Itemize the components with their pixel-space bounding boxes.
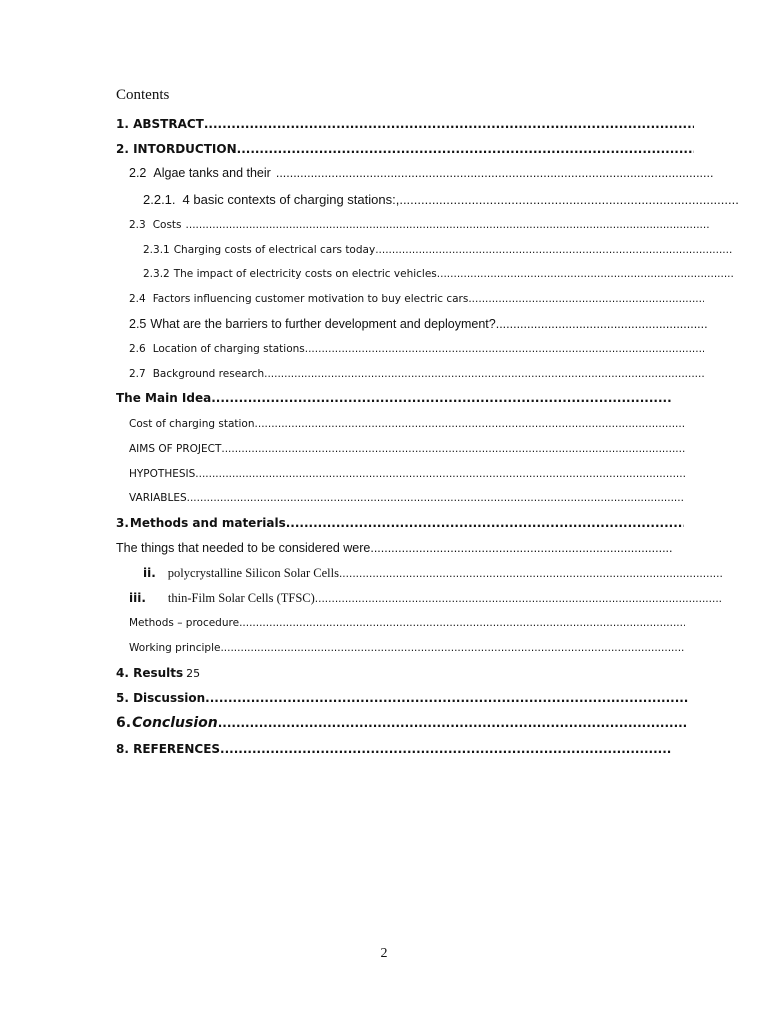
- toc-entry-number: iii.: [129, 591, 146, 605]
- toc-entry-label: Location of charging stations: [152, 343, 305, 355]
- toc-entry-main-idea[interactable]: [116, 391, 671, 405]
- toc-entry-variables[interactable]: [129, 492, 685, 504]
- toc-entry-label: polycrystalline Silicon Solar Cells: [167, 566, 339, 580]
- toc-leader-dots: [375, 244, 733, 256]
- toc-entry-2-3-2[interactable]: [143, 268, 733, 280]
- toc-entry-discussion[interactable]: [116, 691, 688, 705]
- toc-entry-label: VARIABLES: [129, 492, 187, 504]
- toc-entry-references[interactable]: [116, 742, 672, 756]
- toc-leader-dots: [370, 541, 672, 555]
- toc-entry-label: What are the barriers to further development and deployment?: [150, 317, 496, 331]
- toc-leader-dots: [218, 716, 688, 730]
- toc-entry-label: 2. INTORDUCTION: [116, 142, 237, 156]
- toc-leader-dots: [305, 343, 704, 355]
- toc-entry-label: The impact of electricity costs on electric vehicles: [173, 268, 437, 280]
- toc-entry-label: AIMS OF PROJECT: [129, 443, 222, 455]
- toc-entry-number: 2.3.2: [143, 268, 170, 280]
- toc-leader-dots: [237, 142, 694, 156]
- toc-entry-abstract[interactable]: [116, 117, 694, 131]
- toc-entry-conclusion[interactable]: [116, 715, 688, 731]
- toc-leader-dots: [286, 516, 684, 530]
- toc-entry-label: 8. REFERENCES: [116, 742, 221, 756]
- toc-entry-number: 2.6: [129, 343, 146, 355]
- toc-leader-dots: [220, 742, 672, 756]
- toc-entry-number: 2.4: [129, 293, 146, 305]
- toc-entry-2-7[interactable]: [129, 368, 704, 380]
- toc-entry-methods-procedure[interactable]: [129, 617, 685, 629]
- toc-entry-cost-of-charging-station[interactable]: [129, 418, 685, 430]
- toc-entry-label: Costs: [152, 219, 182, 231]
- toc-entry-2-5[interactable]: [129, 317, 707, 331]
- toc-leader-dots: [315, 593, 723, 605]
- toc-leader-dots: [276, 166, 713, 180]
- toc-entry-label: Factors influencing customer motivation to buy electric cars: [152, 293, 469, 305]
- toc-entry-2-2-1[interactable]: [143, 192, 740, 207]
- toc-entry-label: Algae tanks and their: [153, 166, 271, 180]
- toc-leader-dots: [187, 492, 685, 504]
- toc-heading: Contents: [116, 87, 170, 103]
- toc-entry-number: 3.: [116, 516, 129, 530]
- toc-entry-2-2[interactable]: [129, 166, 713, 180]
- toc-entry-number: 2.2.1.: [143, 192, 176, 207]
- toc-leader-dots: [221, 443, 685, 455]
- toc-leader-dots: [437, 268, 733, 280]
- toc-entry-label: Background research: [152, 368, 265, 380]
- toc-entry-label: 1. ABSTRACT: [116, 117, 204, 131]
- toc-entry-number: 2.3: [129, 219, 146, 231]
- toc-entry-number: 2.5: [129, 317, 147, 331]
- toc-leader-dots: [195, 468, 685, 480]
- toc-leader-dots: [186, 219, 710, 231]
- toc-leader-dots: [339, 568, 723, 580]
- toc-entry-number: 2.7: [129, 368, 146, 380]
- toc-entry-label: thin-Film Solar Cells (TFSC): [167, 591, 315, 605]
- page-number: 2: [380, 946, 388, 961]
- toc-entry-results[interactable]: [116, 666, 200, 680]
- toc-entry-aims-of-project[interactable]: [129, 443, 685, 455]
- toc-entry-working-principle[interactable]: [129, 642, 685, 654]
- toc-entry-2-3-1[interactable]: [143, 244, 733, 256]
- toc-leader-dots: [205, 691, 688, 705]
- toc-entry-hypothesis[interactable]: [129, 468, 685, 480]
- toc-leader-dots: [220, 642, 685, 654]
- toc-entry-2-6[interactable]: [129, 343, 704, 355]
- toc-entry-label: Methods and materials: [129, 516, 286, 530]
- toc-entry-thin-film[interactable]: [129, 591, 723, 606]
- toc-entry-introduction[interactable]: [116, 142, 694, 156]
- toc-leader-dots: [239, 617, 685, 629]
- toc-entry-label: Methods – procedure: [129, 617, 240, 629]
- toc-leader-dots: [496, 317, 707, 331]
- toc-entry-number: 2.2: [129, 166, 147, 180]
- toc-entry-2-3[interactable]: [129, 219, 710, 231]
- toc-entry-label: Conclusion: [132, 715, 218, 731]
- toc-leader-dots: [255, 418, 685, 430]
- toc-entry-2-4[interactable]: [129, 293, 704, 305]
- toc-entry-polycrystalline[interactable]: [143, 566, 723, 581]
- toc-entry-label: Working principle: [129, 642, 221, 654]
- toc-entry-label: The Main Idea: [116, 391, 212, 405]
- toc-entry-number: 2.3.1: [143, 244, 170, 256]
- toc-entry-things-considered[interactable]: [116, 541, 672, 555]
- toc-entry-number: ii.: [143, 566, 156, 580]
- toc-leader-dots: [204, 117, 694, 131]
- toc-leader-dots: [211, 391, 671, 405]
- toc-leader-dots: [468, 293, 704, 305]
- toc-entry-page-number: 25: [186, 667, 201, 680]
- toc-entry-label: 4 basic contexts of charging stations:,: [182, 192, 400, 207]
- toc-entry-label: HYPOTHESIS: [129, 468, 196, 480]
- toc-entry-label: Cost of charging station: [129, 418, 255, 430]
- toc-leader-dots: [264, 368, 704, 380]
- toc-entry-label: Charging costs of electrical cars today: [173, 244, 376, 256]
- toc-leader-dots: [399, 192, 740, 207]
- toc-entry-label: 4. Results: [116, 666, 184, 680]
- toc-entry-methods-and-materials[interactable]: [116, 516, 684, 530]
- toc-entry-number: 6.: [116, 715, 132, 731]
- toc-entry-label: 5. Discussion: [116, 691, 206, 705]
- toc-entry-label: The things that needed to be considered were: [116, 541, 371, 555]
